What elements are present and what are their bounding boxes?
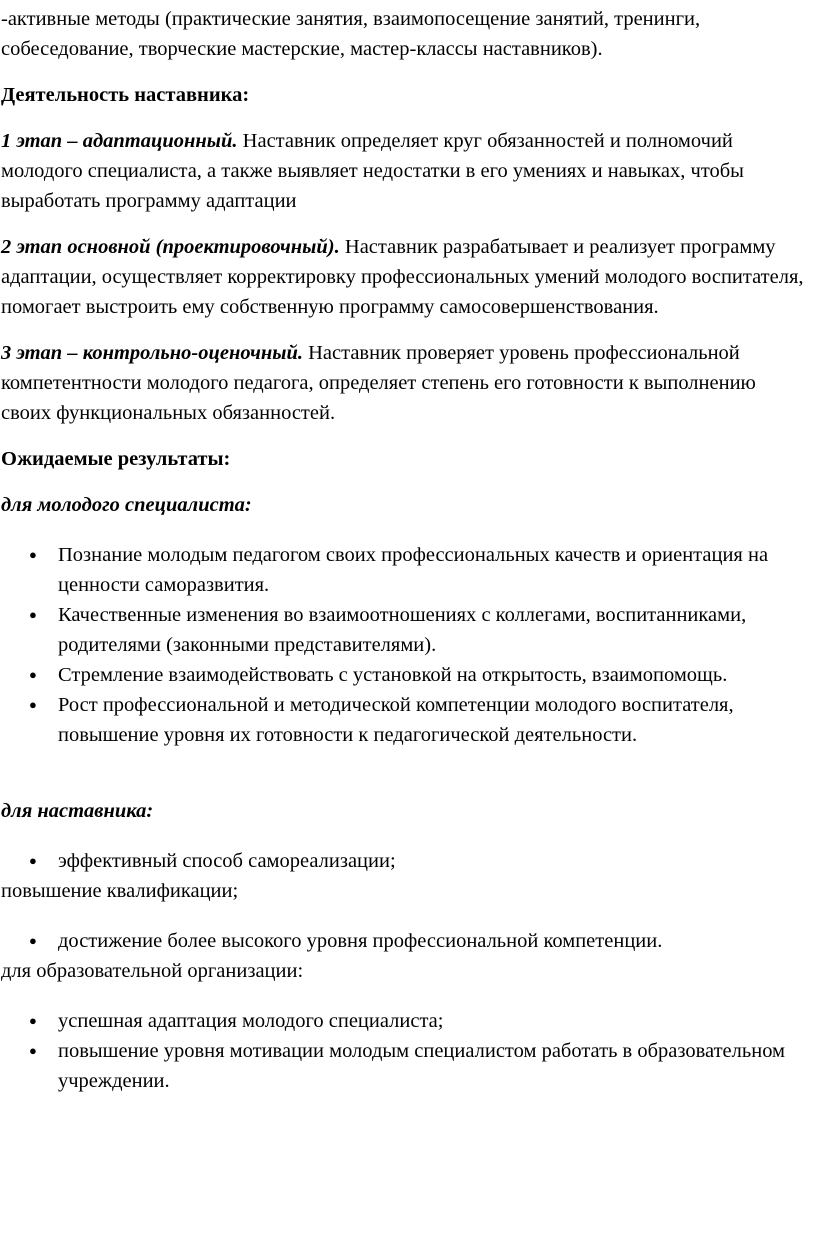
- stage-2-text: Наставник разрабатывает и реализует программу адаптации, осуществляет корректировку профессиональных умений молодого воспитателя, помогает выстроить ему собственную программу самосовершенствования.: [1, 236, 804, 318]
- intro-paragraph: -активные методы (практические занятия, взаимопосещение занятий, тренинги, собеседование, творческие мастерские, мастер-классы наставников).: [1, 8, 701, 60]
- list-item: ● Рост профессиональной и методической компетенции молодого воспитателя, повышение уровня их готовности к педагогической деятельности.: [1, 690, 810, 750]
- mentor-activity-heading: Деятельность наставника:: [1, 84, 250, 106]
- spacer: [1, 986, 810, 1006]
- spacer: [1, 906, 810, 926]
- young-specialist-heading: для молодого специалиста:: [1, 494, 252, 516]
- list-item: ● Качественные изменения во взаимоотношениях с коллегами, воспитанниками, родителями (законными представителями).: [1, 600, 810, 660]
- organization-list: [1, 1006, 810, 1096]
- mentor-heading: для наставника:: [1, 800, 154, 822]
- young-specialist-list: [1, 540, 810, 750]
- mentor-plain-line-1: повышение квалификации;: [1, 880, 239, 902]
- spacer: [1, 750, 810, 796]
- mentor-list-2: [1, 926, 810, 956]
- stage-3-text: Наставник проверяет уровень профессиональной компетентности молодого педагога, определяет степень его готовности к выполнению своих функциональных обязанностей.: [1, 342, 756, 424]
- stage-2-paragraph: [1, 232, 810, 322]
- stage-3-paragraph: [1, 338, 810, 428]
- mentor-list-1: [1, 846, 810, 876]
- list-item: ● успешная адаптация молодого специалиста;: [1, 1006, 810, 1036]
- results-heading: Ожидаемые результаты:: [1, 448, 231, 470]
- organization-heading: для образовательной организации:: [1, 960, 304, 982]
- list-item: ● достижение более высокого уровня профессиональной компетенции.: [1, 926, 810, 956]
- stage-2-label: 2 этап основной (проектировочный).: [1, 236, 340, 258]
- list-item: ● эффективный способ самореализации;: [1, 846, 810, 876]
- stage-1-text: Наставник определяет круг обязанностей и полномочий молодого специалиста, а также выявляет недостатки в его умениях и навыках, чтобы выработать программу адаптации: [1, 130, 744, 212]
- stage-3-label: 3 этап – контрольно-оценочный.: [1, 342, 303, 364]
- stage-1-paragraph: [1, 126, 810, 216]
- list-item: ● повышение уровня мотивации молодым специалистом работать в образовательном учреждении.: [1, 1036, 810, 1096]
- list-item: ● Познание молодым педагогом своих профессиональных качеств и ориентация на ценности саморазвития.: [1, 540, 810, 600]
- stage-1-label: 1 этап – адаптационный.: [1, 130, 238, 152]
- list-item: ● Стремление взаимодействовать с установкой на открытость, взаимопомощь.: [1, 660, 810, 690]
